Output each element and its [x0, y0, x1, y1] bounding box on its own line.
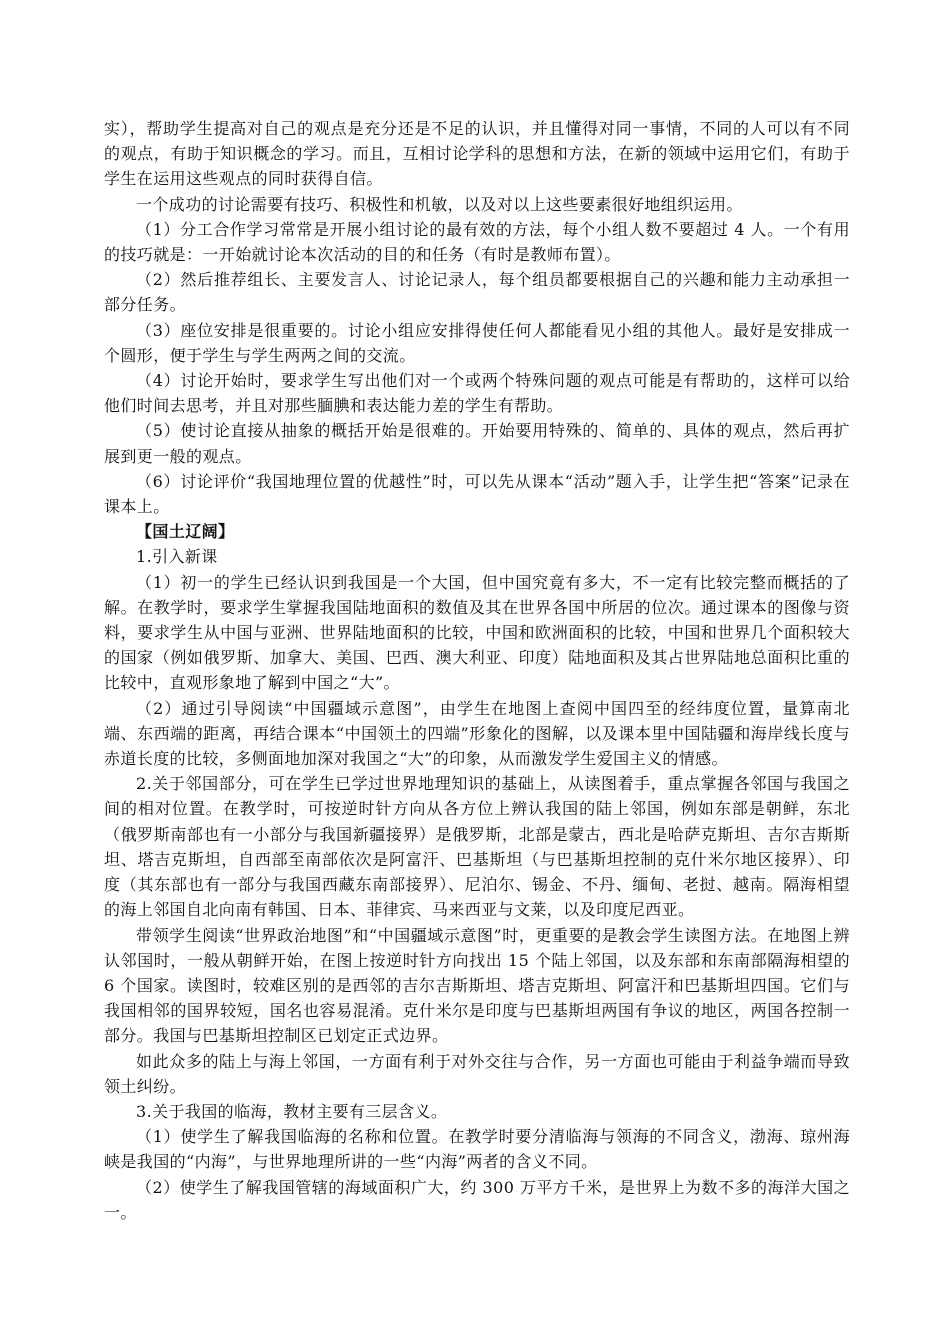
paragraph: 实），帮助学生提高对自己的观点是充分还是不足的认识，并且懂得对同一事情，不同的人可以有不同的观点，有助于知识概念的学习。而且，互相讨论学科的思想和方法，在新的领域中运用它们，有助于学生在运用这些观点的同时获得自信。	[104, 119, 850, 189]
paragraph: （3）座位安排是很重要的。讨论小组应安排得使任何人都能看见小组的其他人。最好是安排成一个圆形，便于学生与学生两两之间的交流。	[104, 320, 850, 365]
section-heading: 【国土辽阔】	[136, 522, 235, 542]
paragraph: （1）分工合作学习常常是开展小组讨论的最有效的方法，每个小组人数不要超过 4 人。一个有用的技巧就是：一开始就讨论本次活动的目的和任务（有时是教师布置）。	[104, 219, 850, 265]
paragraph: （2）然后推荐组长、主要发言人、讨论记录人，每个组员都要根据自己的兴趣和能力主动承担一部分任务。	[104, 270, 850, 315]
subheading: 1.引入新课	[136, 547, 218, 567]
paragraph: 一个成功的讨论需要有技巧、积极性和机敏，以及对以上这些要素很好地组织运用。	[136, 194, 743, 214]
paragraph: （6）讨论评价“我国地理位置的优越性”时，可以先从课本“活动”题入手，让学生把“答案”记录在课本上。	[104, 471, 850, 517]
paragraph: 如此众多的陆上与海上邻国，一方面有利于对外交往与合作，另一方面也可能由于利益争端而导致领土纠纷。	[104, 1051, 850, 1096]
paragraph: （2）使学生了解我国管辖的海域面积广大，约 300 万平方千米，是世界上为数不多的海洋大国之一。	[104, 1177, 850, 1222]
paragraph: 2.关于邻国部分，可在学生已学过世界地理知识的基础上，从读图着手，重点掌握各邻国与我国之间的相对位置。在教学时，可按逆时针方向从各方位上辨认我国的陆上邻国，例如东部是朝鲜，东北（俄罗斯南部也有一小部分与我国新疆接界）是俄罗斯，北部是蒙古，西北是哈萨克斯坦、吉尔吉斯斯坦、塔吉克斯坦，自西部至南部依次是阿富汗、巴基斯坦（与巴基斯坦控制的克什米尔地区接界）、印度（其东部也有一部分与我国西藏东南部接界）、尼泊尔、锡金、不丹、缅甸、老挝、越南。隔海相望的海上邻国自北向南有韩国、日本、菲律宾、马来西亚与文莱，以及印度尼西亚。	[104, 774, 850, 920]
paragraph: 3.关于我国的临海，教材主要有三层含义。	[136, 1101, 448, 1121]
paragraph: （5）使讨论直接从抽象的概括开始是很难的。开始要用特殊的、简单的、具体的观点，然后再扩展到更一般的观点。	[104, 421, 850, 466]
paragraph: （1）使学生了解我国临海的名称和位置。在教学时要分清临海与领海的不同含义，渤海、琼州海峡是我国的“内海”，与世界地理所讲的一些“内海”两者的含义不同。	[104, 1127, 850, 1172]
paragraph: （2）通过引导阅读“中国疆域示意图”，由学生在地图上查阅中国四至的经纬度位置，量算南北端、东西端的距离，再结合课本“中国领土的四端”形象化的图解，以及课本里中国陆疆和海岸线长度与赤道长度的比较，多侧面地加深对我国之“大”的印象，从而激发学生爱国主义的情感。	[104, 698, 850, 769]
document-body	[104, 116, 850, 1225]
paragraph: 带领学生阅读“世界政治地图”和“中国疆域示意图”时，更重要的是教会学生读图方法。在地图上辨认邻国时，一般从朝鲜开始，在图上按逆时针方向找出 15 个陆上邻国，以及东部和东南部隔海相望的 6 个国家。读图时，较难区别的是西邻的吉尔吉斯斯坦、塔吉克斯坦、阿富汗和巴基斯坦四国。它们与我国相邻的国界较短，国名也容易混淆。克什米尔是印度与巴基斯坦两国有争议的地区，两国各控制一部分。我国与巴基斯坦控制区已划定正式边界。	[104, 925, 850, 1046]
paragraph: （1）初一的学生已经认识到我国是一个大国，但中国究竟有多大，不一定有比较完整而概括的了解。在教学时，要求学生掌握我国陆地面积的数值及其在世界各国中所居的位次。通过课本的图像与资料，要求学生从中国与亚洲、世界陆地面积的比较，中国和欧洲面积的比较，中国和世界几个面积较大的国家（例如俄罗斯、加拿大、美国、巴西、澳大利亚、印度）陆地面积及其占世界陆地总面积比重的比较中，直观形象地了解到中国之“大”。	[104, 572, 850, 693]
paragraph: （4）讨论开始时，要求学生写出他们对一个或两个特殊问题的观点可能是有帮助的，这样可以给他们时间去思考，并且对那些腼腆和表达能力差的学生有帮助。	[104, 371, 850, 416]
